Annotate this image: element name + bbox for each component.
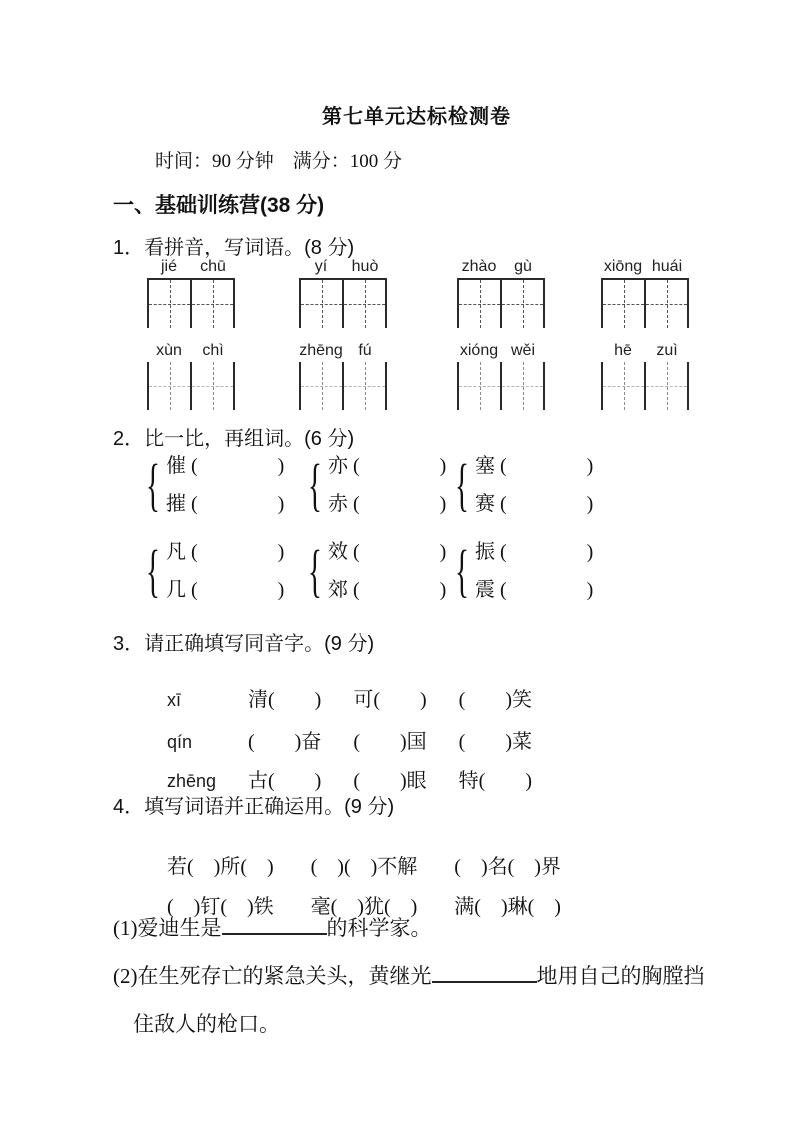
compare-row-1 <box>0 452 793 524</box>
compare-item: 震 ( ) <box>475 579 594 601</box>
compare-item: 摧 ( ) <box>166 493 285 515</box>
pinyin-syllable: xióng <box>459 342 499 359</box>
grid-cell <box>344 280 385 328</box>
exam-meta: 时间：90 分钟 满分：100 分 <box>155 151 403 172</box>
sentence-line-2 <box>113 960 705 990</box>
pinyin-word <box>457 342 545 410</box>
brace-icon: { <box>308 452 322 517</box>
answer-blank <box>222 912 327 935</box>
pinyin-syllable: fú <box>358 342 372 359</box>
word-pair <box>146 538 284 604</box>
word-pair <box>308 452 446 518</box>
pinyin-syllable: xiōng <box>603 258 643 275</box>
pair-lines <box>328 453 446 517</box>
fill-item: 可( ) <box>353 689 427 711</box>
sentence-prefix: (1)爱迪生是 <box>113 916 222 940</box>
grid-cell <box>301 362 344 410</box>
pinyin-labels <box>299 342 387 362</box>
compare-item: 几 ( ) <box>166 579 285 601</box>
pinyin-labels <box>147 258 235 278</box>
grid-cell <box>192 362 233 410</box>
pinyin-labels <box>147 342 235 362</box>
pinyin-labels <box>601 342 689 362</box>
brace-icon: { <box>455 452 469 517</box>
pinyin-syllable: hē <box>614 342 632 359</box>
pair-lines <box>166 453 284 517</box>
pinyin-syllable: huái <box>651 258 683 275</box>
fill-item: ( )( )不解 <box>310 856 418 878</box>
pinyin-label: qín <box>167 732 193 752</box>
q2-label: 2．比一比，再组词。(6 分) <box>113 428 355 450</box>
pinyin-label: zhēng <box>167 771 217 791</box>
answer-blank <box>432 960 537 983</box>
compare-item: 振 ( ) <box>475 541 594 563</box>
fill-item: 清( ) <box>248 689 322 711</box>
pair-lines <box>475 539 593 603</box>
fill-item: ( )钉( )铁 <box>167 896 274 918</box>
pinyin-syllable: jié <box>160 258 177 275</box>
sentence-suffix: 的科学家。 <box>326 916 432 940</box>
pinyin-word <box>147 342 235 410</box>
pinyin-word <box>147 258 235 328</box>
fill-item: 若( )所( ) <box>167 856 274 878</box>
fill-item: 特( ) <box>458 770 532 792</box>
grid-cell <box>459 280 502 328</box>
fill-item: 毫( )犹( ) <box>310 896 418 918</box>
pinyin-syllable: gù <box>514 258 532 275</box>
sentence-prefix: (2)在生死存亡的紧急关头，黄继光 <box>113 964 432 988</box>
grid-cell <box>192 280 233 328</box>
fill-item: 古( ) <box>248 770 322 792</box>
pinyin-word <box>299 342 387 410</box>
pinyin-syllable: zhēng <box>299 342 343 359</box>
pinyin-syllable: zuì <box>656 342 678 359</box>
pinyin-syllable: chì <box>202 342 224 359</box>
pinyin-syllable: xùn <box>156 342 182 359</box>
compare-item: 赛 ( ) <box>475 493 594 515</box>
pinyin-word <box>299 258 387 328</box>
fill-item: ( )笑 <box>458 689 532 711</box>
pinyin-syllable: yí <box>314 258 328 275</box>
sentence-line-3: 住敌人的枪口。 <box>133 1012 280 1036</box>
writing-grid <box>457 278 545 328</box>
compare-item: 郊 ( ) <box>328 579 447 601</box>
sentence-line-1 <box>113 912 432 942</box>
fill-item: ( )名( )界 <box>454 856 561 878</box>
compare-item: 凡 ( ) <box>166 541 285 563</box>
pinyin-labels <box>299 258 387 278</box>
brace-icon: { <box>146 538 160 603</box>
word-pair <box>308 538 446 604</box>
pair-lines <box>328 539 446 603</box>
fill-item: ( )眼 <box>353 770 427 792</box>
q4-label: 4．填写词语并正确运用。(9 分) <box>113 796 395 818</box>
compare-item: 效 ( ) <box>328 541 447 563</box>
pinyin-labels <box>457 258 545 278</box>
fill-item: 满( )琳( ) <box>454 896 561 918</box>
pinyin-word <box>601 342 689 410</box>
writing-grid <box>299 278 387 328</box>
pinyin-syllable: chū <box>200 258 226 275</box>
compare-row-2 <box>0 538 793 610</box>
writing-grid <box>601 362 689 410</box>
grid-cell <box>459 362 502 410</box>
pair-lines <box>475 453 593 517</box>
section-heading: 一、基础训练营(38 分) <box>113 194 325 217</box>
page-title: 第七单元达标检测卷 <box>322 106 511 128</box>
word-pair <box>146 452 284 518</box>
pinyin-label: xī <box>167 690 182 710</box>
pinyin-labels <box>457 342 545 362</box>
q3-label: 3．请正确填写同音字。(9 分) <box>113 633 375 655</box>
sentence-suffix: 地用自己的胸膛挡 <box>536 964 705 988</box>
q1-label: 1．看拼音，写词语。(8 分) <box>113 237 355 259</box>
writing-grid <box>457 362 545 410</box>
grid-cell <box>149 362 192 410</box>
grid-cell <box>502 362 543 410</box>
brace-icon: { <box>308 538 322 603</box>
fill-item: ( )奋 <box>248 731 322 753</box>
grid-cell <box>301 280 344 328</box>
grid-cell <box>603 280 646 328</box>
pinyin-syllable: wěi <box>510 342 535 359</box>
grid-cell <box>603 362 646 410</box>
pinyin-word <box>601 258 689 328</box>
brace-icon: { <box>455 538 469 603</box>
grid-cell <box>149 280 192 328</box>
pinyin-syllable: zhào <box>461 258 497 275</box>
compare-item: 亦 ( ) <box>328 455 447 477</box>
grid-cell <box>344 362 385 410</box>
writing-grid <box>147 278 235 328</box>
grid-cell <box>646 280 687 328</box>
grid-cell <box>502 280 543 328</box>
compare-item: 催 ( ) <box>166 455 285 477</box>
compare-item: 赤 ( ) <box>328 493 447 515</box>
pair-lines <box>166 539 284 603</box>
word-pair <box>455 452 593 518</box>
fill-item: ( )国 <box>353 731 427 753</box>
word-pair <box>455 538 593 604</box>
writing-grid <box>147 362 235 410</box>
writing-grid <box>299 362 387 410</box>
brace-icon: { <box>146 452 160 517</box>
pinyin-row-2 <box>0 342 793 414</box>
fill-item: ( )菜 <box>458 731 532 753</box>
pinyin-labels <box>601 258 689 278</box>
pinyin-syllable: huò <box>351 258 379 275</box>
writing-grid <box>601 278 689 328</box>
pinyin-word <box>457 258 545 328</box>
pinyin-row-1 <box>0 258 793 330</box>
grid-cell <box>646 362 687 410</box>
compare-item: 塞 ( ) <box>475 455 594 477</box>
